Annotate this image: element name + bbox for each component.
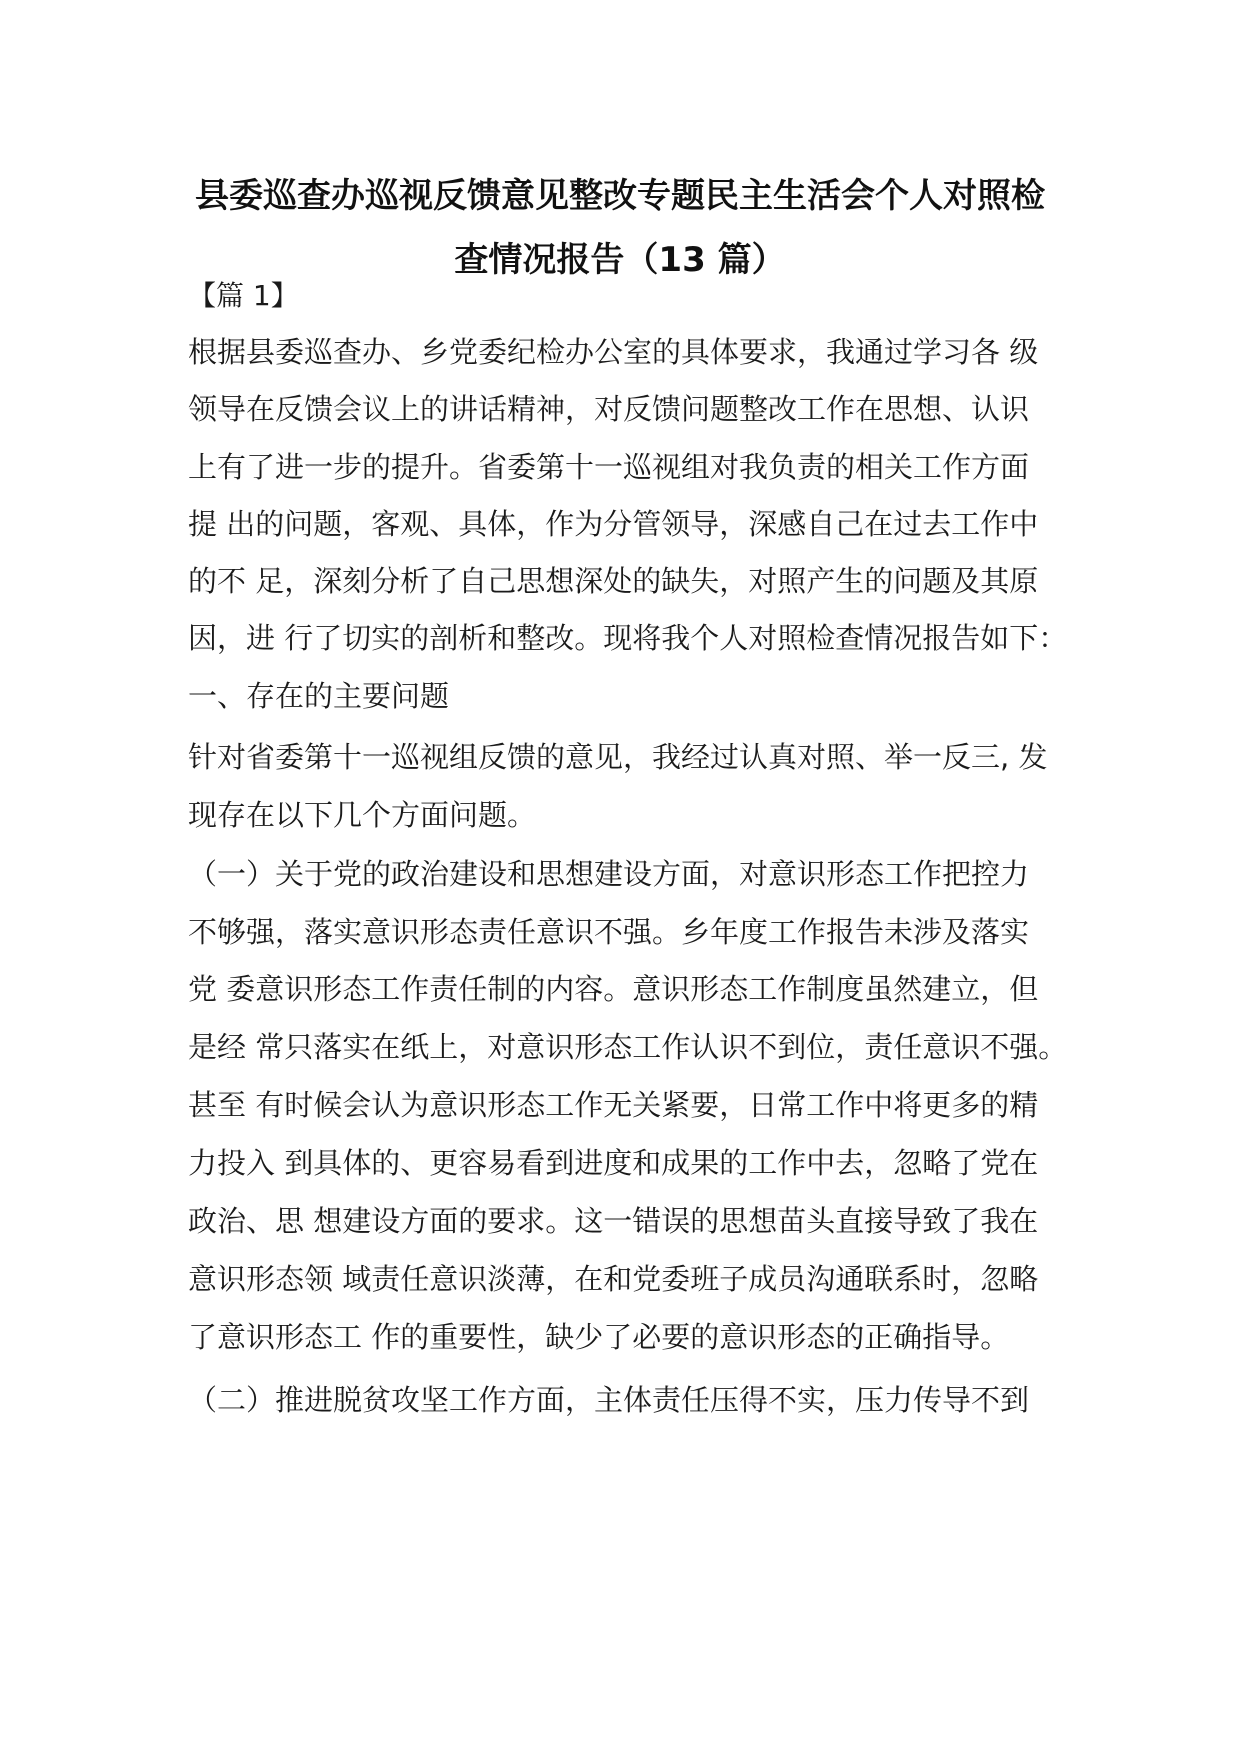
section-heading: 一、存在的主要问题 (188, 679, 450, 713)
body-line: 根据县委巡查办、乡党委纪检办公室的具体要求，我通过学习各 级 (188, 335, 1039, 369)
document-title-line-1: 县委巡查办巡视反馈意见整改专题民主生活会个人对照检 (195, 176, 1045, 216)
body-line: 针对省委第十一巡视组反馈的意见，我经过认真对照、举一反三, 发 (188, 740, 1048, 774)
body-line: 上有了进一步的提升。省委第十一巡视组对我负责的相关工作方面 (188, 450, 1030, 484)
body-line: 因，进 行了切实的剖析和整改。现将我个人对照检查情况报告如下： (188, 621, 1068, 655)
body-line: （一）关于党的政治建设和思想建设方面，对意识形态工作把控力 (188, 857, 1030, 891)
body-line: 意识形态领 域责任意识淡薄，在和党委班子成员沟通联系时，忽略 (188, 1262, 1039, 1296)
body-line: 领导在反馈会议上的讲话精神，对反馈问题整改工作在思想、认识 (188, 392, 1030, 426)
section-label: 【篇 1】 (188, 279, 299, 312)
body-line: 现存在以下几个方面问题。 (188, 798, 537, 832)
body-line: 力投入 到具体的、更容易看到进度和成果的工作中去，忽略了党在 (188, 1146, 1039, 1180)
body-line: 提 出的问题，客观、具体，作为分管领导，深感自己在过去工作中 (188, 507, 1039, 541)
body-line: 了意识形态工 作的重要性，缺少了必要的意识形态的正确指导。 (188, 1320, 1010, 1354)
body-line: 党 委意识形态工作责任制的内容。意识形态工作制度虽然建立，但 (188, 972, 1039, 1006)
body-line: 甚至 有时候会认为意识形态工作无关紧要，日常工作中将更多的精 (188, 1088, 1039, 1122)
document-title-line-2: 查情况报告（13 篇） (454, 240, 786, 280)
body-line: 是经 常只落实在纸上，对意识形态工作认识不到位，责任意识不强。 (188, 1030, 1068, 1064)
body-line: 不够强，落实意识形态责任意识不强。乡年度工作报告未涉及落实 (188, 915, 1030, 949)
body-line: 的不 足，深刻分析了自己思想深处的缺失，对照产生的问题及其原 (188, 564, 1039, 598)
body-line: （二）推进脱贫攻坚工作方面，主体责任压得不实，压力传导不到 (188, 1383, 1030, 1417)
body-line: 政治、思 想建设方面的要求。这一错误的思想苗头直接导致了我在 (188, 1204, 1039, 1238)
